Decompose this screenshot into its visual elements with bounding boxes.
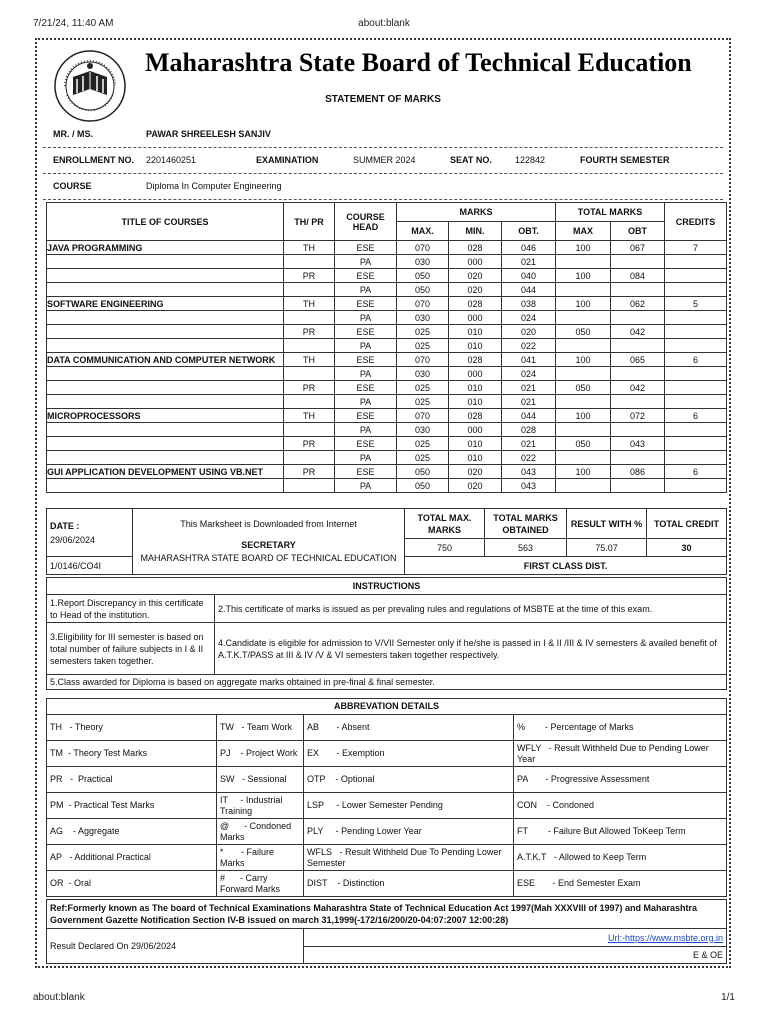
marks-row [47,353,727,367]
abbreviation-cell: LSP - Lower Semester Pending [304,793,514,819]
cell-course-title [47,283,284,297]
col-tobt: OBT [611,222,665,241]
abbreviation-table [46,698,727,897]
cell-th-pr: PR [284,325,335,339]
col-max: MAX. [397,222,449,241]
cell-min: 010 [449,437,502,451]
cell-max: 050 [397,465,449,479]
cell-course-head: ESE [335,241,397,255]
cell-credits: 6 [665,409,727,423]
cell-credits [665,381,727,395]
cell-min: 000 [449,367,502,381]
cell-th-pr [284,283,335,297]
cell-course-head: ESE [335,437,397,451]
cell-course-head: PA [335,255,397,269]
abbreviation-cell: ESE - End Semester Exam [514,871,727,897]
cell-course-title [47,339,284,353]
cell-credits [665,395,727,409]
cell-course-title: GUI APPLICATION DEVELOPMENT USING VB.NET [47,465,284,479]
cell-min: 028 [449,409,502,423]
instruction-4: 4.Candidate is eligible for admission to V/VII Semester only if he/she is passed in I & II /III & IV semesters & availed benefit of A.T.K.T/PASS at III & IV /V & VI semesters taken together respectively. [215,623,727,675]
reference-table [46,899,727,964]
cell-min: 020 [449,283,502,297]
abbreviation-row [47,741,727,767]
cell-min: 010 [449,395,502,409]
exam-label: EXAMINATION [256,155,319,165]
abbreviation-row [47,819,727,845]
abbreviation-cell: PR - Practical [47,767,217,793]
cell-course-head: ESE [335,353,397,367]
cell-min: 020 [449,479,502,493]
cell-max: 070 [397,241,449,255]
abbreviation-cell: TH - Theory [47,715,217,741]
cell-course-title: JAVA PROGRAMMING [47,241,284,255]
cell-obt: 044 [502,283,556,297]
cell-course-head: PA [335,311,397,325]
cell-total-obt: 042 [611,325,665,339]
cell-total-obt [611,339,665,353]
cell-total-max: 050 [556,437,611,451]
cell-course-title [47,479,284,493]
footer-page: 1/1 [721,992,735,1003]
cell-course-head: PA [335,339,397,353]
col-min: MIN. [449,222,502,241]
cell-max: 025 [397,339,449,353]
cell-obt: 040 [502,269,556,283]
cell-total-max: 100 [556,353,611,367]
cell-total-max: 100 [556,465,611,479]
abbreviation-cell: OTP - Optional [304,767,514,793]
marks-row [47,395,727,409]
cell-total-obt: 065 [611,353,665,367]
abbreviation-cell: @ - Condoned Marks [217,819,304,845]
cell-course-head: ESE [335,325,397,339]
cell-total-max [556,395,611,409]
cell-total-max [556,311,611,325]
cell-obt: 021 [502,255,556,269]
cell-total-max: 100 [556,269,611,283]
abbreviation-cell: CON - Condoned [514,793,727,819]
cell-total-obt: 086 [611,465,665,479]
cell-credits [665,451,727,465]
statement-title: STATEMENT OF MARKS [325,94,441,105]
cell-total-obt [611,255,665,269]
marks-row [47,241,727,255]
cell-credits [665,283,727,297]
cell-total-obt: 072 [611,409,665,423]
cell-credits: 5 [665,297,727,311]
cell-th-pr [284,423,335,437]
cell-th-pr: TH [284,409,335,423]
cell-credits: 6 [665,353,727,367]
cell-min: 020 [449,465,502,479]
cell-total-obt [611,423,665,437]
seat-label: SEAT NO. [450,155,492,165]
footer-url: about:blank [33,992,85,1003]
cell-credits [665,311,727,325]
marksheet [35,38,731,968]
cell-course-title [47,381,284,395]
cell-obt: 043 [502,465,556,479]
abbreviation-cell: A.T.K.T - Allowed to Keep Term [514,845,727,871]
cell-max: 070 [397,353,449,367]
semester: FOURTH SEMESTER [580,155,670,165]
marks-row [47,451,727,465]
cell-total-obt [611,311,665,325]
eoe-note: E & OE [304,947,727,964]
marks-row [47,339,727,353]
total-credit: 30 [647,539,727,557]
cell-min: 010 [449,339,502,353]
cell-min: 028 [449,297,502,311]
abbreviation-cell: OR - Oral [47,871,217,897]
cell-course-head: ESE [335,381,397,395]
cell-th-pr: PR [284,381,335,395]
secretary-org: MAHARASHTRA STATE BOARD OF TECHNICAL EDUCATION [140,552,397,563]
enroll-label: ENROLLMENT NO. [53,155,134,165]
cell-min: 010 [449,451,502,465]
cell-th-pr: TH [284,353,335,367]
cell-obt: 022 [502,451,556,465]
marks-row [47,437,727,451]
browser-print-footer [33,992,735,1006]
cell-obt: 024 [502,367,556,381]
cell-course-head: ESE [335,465,397,479]
cell-credits [665,269,727,283]
cell-min: 000 [449,311,502,325]
cell-obt: 044 [502,409,556,423]
cell-min: 000 [449,255,502,269]
cell-total-max: 100 [556,297,611,311]
cell-credits [665,437,727,451]
abbreviation-cell: SW - Sessional [217,767,304,793]
col-title: TITLE OF COURSES [47,203,284,241]
msbte-logo-icon [53,49,127,123]
cell-max: 050 [397,283,449,297]
cell-credits [665,423,727,437]
total-obt-value: 563 [485,539,567,557]
reference-note: Ref:Formerly known as The board of Technical Examinations Maharashtra State of Technical Education Act 1997(Mah XXXVIII of 1997) and Maharashtra Government Gazette Notification Section IV-B issued on march 31,1999(-172/16/200/20-04:07:2007 12:00:28) [47,900,727,929]
cell-course-title [47,437,284,451]
col-total: TOTAL MARKS [556,203,665,222]
abbreviation-cell: TW - Team Work [217,715,304,741]
cell-total-obt: 062 [611,297,665,311]
abbreviation-cell: WFLY - Result Withheld Due to Pending Lower Year [514,741,727,767]
abbreviation-cell: WFLS - Result Withheld Due To Pending Lower Semester [304,845,514,871]
exam-value: SUMMER 2024 [353,155,416,165]
cell-min: 028 [449,241,502,255]
instruction-1: 1.Report Discrepancy in this certificate to Head of the institution. [47,595,215,623]
cell-max: 050 [397,269,449,283]
cell-total-max [556,367,611,381]
cell-total-max: 050 [556,381,611,395]
cell-total-max [556,479,611,493]
cell-course-title [47,269,284,283]
cell-course-title [47,423,284,437]
cell-course-head: PA [335,395,397,409]
secretary-cell [133,539,405,575]
board-title: Maharashtra State Board of Technical Education [145,48,692,77]
cell-course-title: SOFTWARE ENGINEERING [47,297,284,311]
msbte-url-link[interactable]: Url:-https://www.msbte.org.in [607,932,724,943]
abbreviation-title: ABBREVATION DETAILS [47,699,727,715]
name-label: MR. / MS. [53,129,93,139]
abbreviation-cell: AB - Absent [304,715,514,741]
cell-course-head: PA [335,367,397,381]
marks-row [47,367,727,381]
cell-credits [665,479,727,493]
marks-row [47,297,727,311]
cell-min: 020 [449,269,502,283]
cell-total-max [556,255,611,269]
enroll-number: 2201460251 [146,155,197,165]
cell-total-obt [611,479,665,493]
cell-credits: 6 [665,465,727,479]
cell-course-title [47,451,284,465]
cell-total-obt [611,283,665,297]
marks-row [47,255,727,269]
marks-row [47,479,727,493]
col-obt: OBT. [502,222,556,241]
cell-obt: 046 [502,241,556,255]
seat-number: 122842 [515,155,546,165]
cell-course-title [47,255,284,269]
marks-row [47,409,727,423]
cell-max: 070 [397,297,449,311]
abbreviation-cell: * - Failure Marks [217,845,304,871]
cell-credits [665,367,727,381]
abbreviation-row [47,845,727,871]
abbreviation-cell: DIST - Distinction [304,871,514,897]
cell-th-pr [284,367,335,381]
cell-total-max [556,339,611,353]
abbreviation-cell: PLY - Pending Lower Year [304,819,514,845]
cell-max: 030 [397,311,449,325]
abbreviation-cell: PJ - Project Work [217,741,304,767]
cell-min: 010 [449,381,502,395]
instructions-table [46,577,727,690]
abbreviation-cell: # - Carry Forward Marks [217,871,304,897]
cell-obt: 028 [502,423,556,437]
marks-body [47,241,727,493]
cell-total-obt [611,367,665,381]
browser-print-header [33,18,735,32]
cell-max: 050 [397,479,449,493]
cell-max: 025 [397,381,449,395]
cell-th-pr: PR [284,465,335,479]
col-head: COURSE HEAD [335,203,397,241]
col-thpr: TH/ PR [284,203,335,241]
cell-th-pr [284,479,335,493]
cell-total-max [556,451,611,465]
cell-th-pr: TH [284,297,335,311]
result-date: 29/06/2024 [50,534,96,545]
cell-credits [665,339,727,353]
cell-credits [665,255,727,269]
cell-obt: 043 [502,479,556,493]
marks-table [46,202,727,493]
abbreviation-cell: FT - Failure But Allowed ToKeep Term [514,819,727,845]
name-row [43,122,723,146]
result-summary [46,508,727,575]
abbreviation-cell: PM - Practical Test Marks [47,793,217,819]
abbreviation-cell: AG - Aggregate [47,819,217,845]
divider [43,199,723,200]
cell-th-pr [284,395,335,409]
cell-credits [665,325,727,339]
col-marks: MARKS [397,203,556,222]
marks-row [47,423,727,437]
cell-course-title [47,325,284,339]
cell-total-max: 100 [556,241,611,255]
marks-row [47,325,727,339]
total-max-label: TOTAL MAX. MARKS [405,509,485,539]
cell-course-title [47,395,284,409]
marks-row [47,269,727,283]
downloaded-note: This Marksheet is Downloaded from Internet [133,509,405,539]
total-obt-label: TOTAL MARKS OBTAINED [485,509,567,539]
cell-max: 025 [397,437,449,451]
cell-course-head: ESE [335,409,397,423]
date-label: DATE : [50,520,80,531]
result-class: FIRST CLASS DIST. [405,557,727,575]
abbreviation-cell: TM - Theory Test Marks [47,741,217,767]
cell-course-head: ESE [335,269,397,283]
instruction-2: 2.This certificate of marks is issued as per prevaling rules and regulations of MSBTE at the time of this exam. [215,595,727,623]
cell-obt: 041 [502,353,556,367]
cell-min: 010 [449,325,502,339]
cell-course-title [47,367,284,381]
cell-max: 070 [397,409,449,423]
cell-course-title: MICROPROCESSORS [47,409,284,423]
print-title: about:blank [358,18,410,29]
instructions-title: INSTRUCTIONS [47,578,727,595]
cell-obt: 021 [502,395,556,409]
cell-max: 025 [397,395,449,409]
total-max-value: 750 [405,539,485,557]
result-percent: 75.07 [567,539,647,557]
cell-max: 030 [397,255,449,269]
marks-row [47,311,727,325]
cell-total-max [556,423,611,437]
abbreviation-row [47,715,727,741]
cell-total-obt [611,395,665,409]
credit-label: TOTAL CREDIT [647,509,727,539]
marks-row [47,381,727,395]
cell-course-head: PA [335,283,397,297]
cell-total-max [556,283,611,297]
instruction-3: 3.Eligibility for III semester is based on total number of failure subjects in I & II semesters taken together. [47,623,215,675]
cell-total-obt: 084 [611,269,665,283]
cell-max: 025 [397,325,449,339]
cell-th-pr [284,451,335,465]
instruction-5: 5.Class awarded for Diploma is based on aggregate marks obtained in pre-final & final semester. [47,675,727,690]
cell-obt: 021 [502,381,556,395]
abbreviation-row [47,767,727,793]
cell-total-obt: 067 [611,241,665,255]
marks-row [47,283,727,297]
cell-max: 025 [397,451,449,465]
cell-min: 000 [449,423,502,437]
cell-th-pr [284,255,335,269]
result-declared: Result Declared On 29/06/2024 [47,929,304,964]
cell-course-head: ESE [335,297,397,311]
cell-obt: 024 [502,311,556,325]
doc-code: 1/0146/CO4I [47,557,133,575]
result-label: RESULT WITH % [567,509,647,539]
col-credits: CREDITS [665,203,727,241]
cell-total-max: 050 [556,325,611,339]
cell-max: 030 [397,423,449,437]
course-label: COURSE [53,181,92,191]
cell-obt: 038 [502,297,556,311]
cell-th-pr [284,311,335,325]
abbreviation-cell: EX - Exemption [304,741,514,767]
col-tmax: MAX [556,222,611,241]
cell-max: 030 [397,367,449,381]
date-cell [47,509,133,557]
cell-credits: 7 [665,241,727,255]
cell-course-head: PA [335,479,397,493]
abbreviation-cell: AP - Additional Practical [47,845,217,871]
cell-course-head: PA [335,451,397,465]
abbreviation-cell: IT - Industrial Training [217,793,304,819]
cell-th-pr: TH [284,241,335,255]
cell-th-pr: PR [284,437,335,451]
course-row [43,174,723,198]
cell-obt: 022 [502,339,556,353]
abbreviation-cell: PA - Progressive Assessment [514,767,727,793]
cell-course-title: DATA COMMUNICATION AND COMPUTER NETWORK [47,353,284,367]
print-timestamp: 7/21/24, 11:40 AM [33,18,114,29]
marks-row [47,465,727,479]
abbreviation-cell: % - Percentage of Marks [514,715,727,741]
cell-course-head: PA [335,423,397,437]
secretary-title: SECRETARY [241,539,296,550]
cell-total-max: 100 [556,409,611,423]
student-name: PAWAR SHREELESH SANJIV [146,129,271,139]
cell-th-pr [284,339,335,353]
cell-obt: 021 [502,437,556,451]
abbreviation-row [47,871,727,897]
abbreviation-body [47,715,727,897]
abbreviation-row [47,793,727,819]
cell-total-obt: 042 [611,381,665,395]
cell-min: 028 [449,353,502,367]
course-name: Diploma In Computer Engineering [146,181,282,191]
cell-th-pr: PR [284,269,335,283]
cell-total-obt: 043 [611,437,665,451]
cell-total-obt [611,451,665,465]
enrollment-row [43,148,723,172]
cell-obt: 020 [502,325,556,339]
cell-course-title [47,311,284,325]
